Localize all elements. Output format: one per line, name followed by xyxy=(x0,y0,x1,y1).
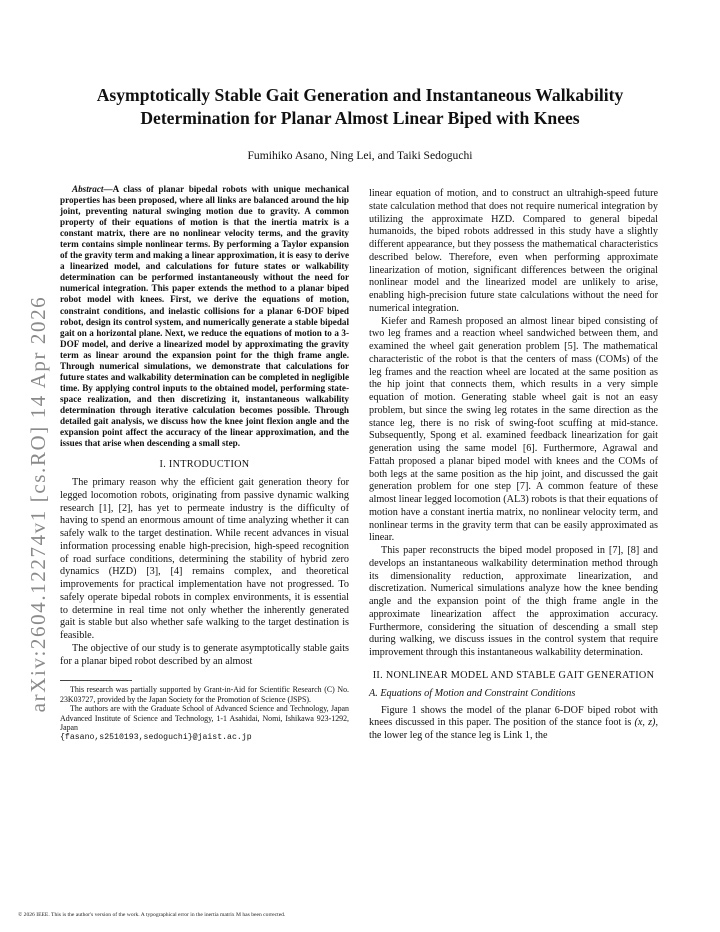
right-column xyxy=(369,188,658,743)
intro-paragraph-1: The primary reason why the efficient gait generation theory for legged locomotion robots, originating from passive dynamic walking research [1], [2], has yet to permeate industry is the difficulty of having to spend an enormous amount of time analyzing whether it can safely walk to the target destination. While recent advances in visual information processing enable high-precision, high-speed recognition of road surface conditions, determining the stability of hybrid zero dynamics (HZD) [3], [4] remains complex, and theoretical improvements for practical implementation have not progressed. To safely operate bipedal robots in complex environments, it is essential to determine in real time not only whether the inherently generated gait is stable but also whether safe walking to the target destination is feasible. xyxy=(60,477,349,642)
intro-paragraph-continued: linear equation of motion, and to construct an ultrahigh-speed future state calculation method that does not require numerical integration by utilizing the approximate HZD. Compared to general bipedal humanoids, the biped robots addressed in this study have a slightly different appearance, but they possess the mathematical characteristics described below. Therefore, even when performing approximate linearization of motion, significant differences between the original nonlinear model and the linearized model are unlikely to arise, enabling high-precision future state calculations without the need for numerical integration. xyxy=(369,188,658,314)
model-text-end: , the lower leg of the stance leg is Link 1, the xyxy=(369,717,658,741)
subsection-heading-equations: A. Equations of Motion and Constraint Conditions xyxy=(369,687,576,699)
model-text-start: Figure 1 shows the model of the planar 6-DOF biped robot with knees discussed in this paper. The position of the stance foot is xyxy=(369,704,658,729)
author-list: Fumihiko Asano, Ning Lei, and Taiki Sedoguchi xyxy=(247,149,473,162)
section-heading-nonlinear-model: II. NONLINEAR MODEL AND STABLE GAIT GENERATION xyxy=(372,669,655,681)
copyright-notice: © 2026 IEEE. This is the author's version of the work. A typographical error in the inertia matrix M has been corrected. xyxy=(18,912,286,918)
abstract-label: Abstract xyxy=(72,184,104,194)
abstract xyxy=(60,184,349,449)
abstract-dash: — xyxy=(103,184,113,194)
intro-paragraph-contribution: This paper reconstructs the biped model proposed in [7], [8] and develops an instantaneous walkability determination method through its dimensionality reduction, approximate linearization, and discretization. Numerical simulations analyze how the knee bending angle and the expansion point of the thigh frame angle in the approximate linearization affect the approximation accuracy. Furthermore, considering the situation of descending a small step during walking, we discuss issues in the control system that require improvement through this instantaneous walkability determination. xyxy=(369,545,658,658)
model-paragraph xyxy=(369,705,658,743)
footnote-divider xyxy=(60,680,132,681)
paper-title: Asymptotically Stable Gait Generation and Instantaneous Walkability Determination for Planar Almost Linear Biped with Knees xyxy=(96,85,624,128)
section-heading-introduction: I. INTRODUCTION xyxy=(159,459,250,471)
footnote-emails-line xyxy=(60,732,349,742)
left-column xyxy=(60,184,349,743)
intro-paragraph-2: The objective of our study is to generate asymptotically stable gaits for a planar biped robot described by an almost xyxy=(60,642,349,667)
abstract-text: A class of planar bipedal robots with unique mechanical properties has been proposed, where all links are balanced around the hip joint, preventing natural swinging motion due to gravity. A common property of their equations of motion is that the inertia matrix is a constant matrix, there are no nonlinear velocity terms, and the gravity term contains simple nonlinear terms. By performing a Taylor expansion of the gravity term and making a linear approximation, it is easy to derive a linearized model, and calculations for future states or walkability determination can be performed instantaneously without the need for numerical integration. This paper extends the method to a planar biped robot model with knees. First, we derive the equations of motion, constraint conditions, and inelastic collisions for a planar 6-DOF biped robot, design its control system, and numerically generate a stable bipedal gait on a horizontal plane. Next, we reduce the equations of motion to a 3-DOF model, and derive a linearized model by approximating the gravity term as linear around the expansion point for the thigh frame angle. Through numerical simulations, we demonstrate that calculations for future states and walkability determination can be completed in negligible time. By applying control inputs to the obtained model, performing state-space realization, and then discretizing it, instantaneous walkability determination through iterative calculation becomes possible. Through detailed gait analysis, we discuss how the knee joint flexion angle and the expansion point affect the accuracy of the linear approximation, and the issues that arise when descending a small step. xyxy=(60,184,349,449)
arxiv-watermark: arXiv:2604.12274v1 [cs.RO] 14 Apr 2026 xyxy=(26,295,50,713)
footnote-affiliation: The authors are with the Graduate School of Advanced Science and Technology, Japan Advanced Institute of Science and Technology, 1-1 Asahidai, Nomi, Ishikawa 923-1292, Japan xyxy=(60,704,349,732)
intro-paragraph-related-work: Kiefer and Ramesh proposed an almost linear biped consisting of two leg frames and a reaction wheel sandwiched between them, and examined the wheel gait generation problem [5]. The mathematical characteristic of the robot is that the centers of mass (COMs) of the leg frames and the reaction wheel are located at the same position as the hip joint that connects them, which results in a very simple equation of motion. Generating stable wheel gait is not an easy problem, but since the swing leg rotates in the same direction as the stance leg, there is no risk of swing-foot scuffing at mid-stance. Subsequently, Spong et al. examined feedback linearization for gait generation using the same model [6]. Furthermore, Agrawal and Fattah proposed a planar biped model with knees and the COMs of both legs at the same position as the hip joint, and discussed the gait generation problem for one step [7]. A common feature of these almost linear legged locomotion (AL3) robots is that their equations of motion have a constant inertia matrix, no nonlinear velocity term, and nonlinear terms in the gravity term that can be easily approximated as linear. xyxy=(369,315,658,544)
stance-foot-position: (x, z) xyxy=(634,717,656,729)
author-emails[interactable]: {fasano,s2510193,sedoguchi}@jaist.ac.jp xyxy=(60,733,252,743)
footnote-funding: This research was partially supported by Grant-in-Aid for Scientific Research (C) No. 23K03727, provided by the Japan Society for the Promotion of Science (JSPS). xyxy=(60,685,349,704)
